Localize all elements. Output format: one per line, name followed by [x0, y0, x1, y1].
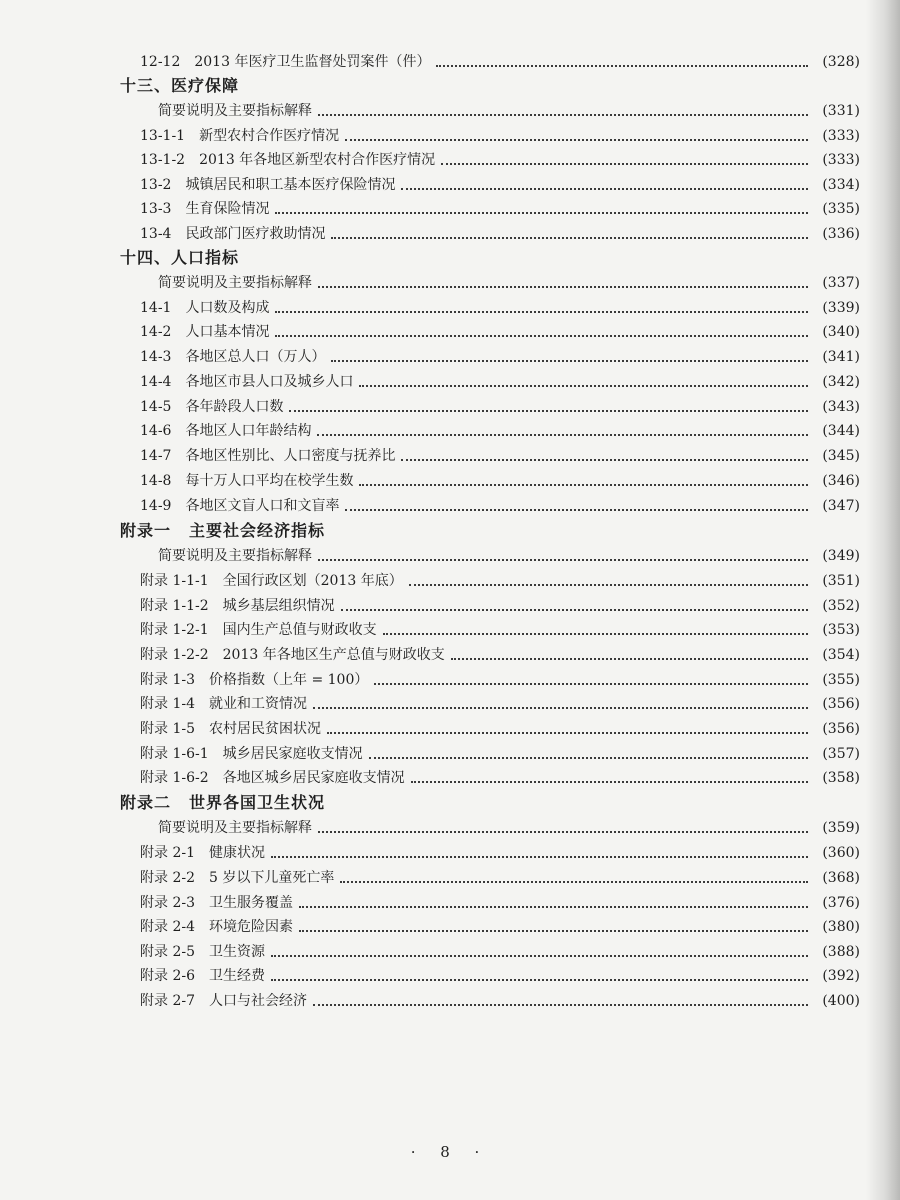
toc-entry[interactable]	[140, 940, 860, 964]
entry-page: (356)	[822, 721, 860, 737]
entry-number: 附录 2-2	[140, 870, 195, 886]
entry-number: 14-8	[140, 473, 172, 489]
page-edge-shadow	[866, 0, 900, 1200]
entry-title: 各地区文盲人口和文盲率	[185, 498, 340, 514]
entry-title: 生育保险情况	[185, 201, 270, 217]
entry-number: 13-2	[140, 177, 172, 193]
dot-leader	[409, 584, 808, 586]
entry-title: 简要说明及主要指标解释	[158, 548, 312, 564]
entry-page: (340)	[822, 324, 860, 340]
entry-title: 卫生服务覆盖	[209, 895, 293, 911]
entry-title: 简要说明及主要指标解释	[158, 103, 312, 119]
toc-entry[interactable]	[140, 345, 860, 369]
toc-entry[interactable]	[140, 891, 860, 915]
entry-number: 附录 1-6-2	[140, 770, 209, 786]
entry-number: 附录 1-4	[140, 696, 195, 712]
entry-title: 健康状况	[209, 845, 265, 861]
toc-entry[interactable]	[158, 544, 860, 568]
entry-title: 2013 年医疗卫生监督处罚案件（件）	[194, 54, 431, 70]
entry-number: 14-9	[140, 498, 172, 514]
toc-entry[interactable]	[140, 148, 860, 172]
dot-leader	[340, 881, 808, 883]
entry-number: 附录 2-6	[140, 968, 195, 984]
entry-title: 城乡基层组织情况	[222, 598, 335, 614]
entry-page: (333)	[822, 152, 860, 168]
entry-number: 14-4	[140, 374, 172, 390]
dot-leader	[271, 979, 808, 981]
entry-number: 附录 1-2-1	[140, 622, 209, 638]
dot-leader	[401, 459, 808, 461]
entry-page: (328)	[822, 54, 860, 70]
dot-leader	[271, 856, 808, 858]
entry-number: 14-1	[140, 300, 172, 316]
dot-leader	[401, 188, 808, 190]
dot-leader	[327, 732, 808, 734]
entry-page: (334)	[822, 177, 860, 193]
entry-page: (357)	[822, 746, 860, 762]
entry-title: 人口与社会经济	[209, 993, 307, 1009]
section-heading-number: 附录二	[120, 793, 172, 812]
toc-entry[interactable]	[140, 569, 860, 593]
toc-entry[interactable]	[140, 766, 860, 790]
entry-title: 环境危险因素	[209, 919, 293, 935]
entry-number: 附录 2-3	[140, 895, 195, 911]
entry-title: 各地区城乡居民家庭收支情况	[222, 770, 405, 786]
entry-page: (333)	[822, 128, 860, 144]
entry-page: (342)	[822, 374, 860, 390]
entry-page: (392)	[822, 968, 860, 984]
toc-entry[interactable]	[140, 643, 860, 667]
entry-title: 就业和工资情况	[209, 696, 307, 712]
entry-page: (336)	[822, 226, 860, 242]
entry-title: 新型农村合作医疗情况	[199, 128, 340, 144]
entry-page: (352)	[822, 598, 860, 614]
entry-page: (349)	[822, 548, 860, 564]
entry-page: (388)	[822, 944, 860, 960]
entry-page: (339)	[822, 300, 860, 316]
toc-entry[interactable]	[140, 395, 860, 419]
entry-page: (376)	[822, 895, 860, 911]
dot-leader	[299, 906, 808, 908]
entry-number: 12-12	[140, 54, 181, 70]
entry-page: (335)	[822, 201, 860, 217]
toc-entry[interactable]	[140, 370, 860, 394]
toc-entry[interactable]	[140, 296, 860, 320]
toc-entry[interactable]	[140, 444, 860, 468]
entry-page: (359)	[822, 820, 860, 836]
entry-number: 附录 2-7	[140, 993, 195, 1009]
entry-page: (337)	[822, 275, 860, 291]
section-heading	[120, 791, 325, 815]
section-heading-title: 十三、医疗保障	[120, 76, 240, 95]
toc-entry[interactable]	[140, 320, 860, 344]
section-heading-number: 附录一	[120, 521, 172, 540]
toc-entry[interactable]	[140, 717, 860, 741]
toc-entry[interactable]	[140, 594, 860, 618]
entry-page: (343)	[822, 399, 860, 415]
entry-number: 附录 1-2-2	[140, 647, 209, 663]
entry-page: (344)	[822, 423, 860, 439]
toc-entry[interactable]	[140, 469, 860, 493]
toc-entry[interactable]	[140, 742, 860, 766]
toc-entry[interactable]	[140, 197, 860, 221]
dot-leader	[331, 237, 808, 239]
entry-title: 全国行政区划（2013 年底）	[222, 573, 403, 589]
dot-leader	[313, 707, 808, 709]
dot-leader	[318, 559, 808, 561]
toc-entry[interactable]	[140, 222, 860, 246]
entry-number: 附录 1-1-1	[140, 573, 209, 589]
toc-entry[interactable]	[140, 915, 860, 939]
dot-leader	[313, 1004, 808, 1006]
entry-title: 城乡居民家庭收支情况	[222, 746, 363, 762]
entry-page: (358)	[822, 770, 860, 786]
dot-leader	[451, 658, 808, 660]
toc-entry[interactable]	[140, 668, 860, 692]
entry-title: 卫生经费	[209, 968, 265, 984]
entry-number: 14-5	[140, 399, 172, 415]
entry-page: (356)	[822, 696, 860, 712]
entry-title: 卫生资源	[209, 944, 265, 960]
toc-entry[interactable]	[140, 494, 860, 518]
toc-entry[interactable]	[158, 99, 860, 123]
dot-leader	[299, 930, 808, 932]
dot-leader	[271, 955, 808, 957]
entry-number: 附录 1-5	[140, 721, 195, 737]
dot-leader	[318, 831, 808, 833]
toc-entry[interactable]	[140, 692, 860, 716]
dot-leader	[369, 757, 808, 759]
dot-leader	[318, 114, 808, 116]
entry-page: (360)	[822, 845, 860, 861]
dot-leader	[275, 311, 808, 313]
dot-leader	[331, 360, 808, 362]
entry-title: 各地区性别比、人口密度与抚养比	[185, 448, 396, 464]
entry-number: 附录 2-5	[140, 944, 195, 960]
entry-number: 14-7	[140, 448, 172, 464]
entry-page: (380)	[822, 919, 860, 935]
dot-leader	[345, 509, 808, 511]
toc-entry[interactable]	[140, 124, 860, 148]
dot-leader	[436, 65, 808, 67]
dot-leader	[359, 385, 808, 387]
entry-number: 附录 1-1-2	[140, 598, 209, 614]
entry-title: 农村居民贫困状况	[209, 721, 321, 737]
section-heading-title: 主要社会经济指标	[189, 521, 326, 540]
toc-entry[interactable]	[140, 989, 860, 1013]
dot-leader	[275, 212, 808, 214]
entry-number: 13-3	[140, 201, 172, 217]
entry-page: (351)	[822, 573, 860, 589]
entry-page: (345)	[822, 448, 860, 464]
dot-leader	[383, 633, 808, 635]
dot-leader	[411, 781, 808, 783]
entry-title: 2013 年各地区生产总值与财政收支	[222, 647, 445, 663]
entry-page: (346)	[822, 473, 860, 489]
entry-number: 附录 2-4	[140, 919, 195, 935]
entry-title: 城镇居民和职工基本医疗保险情况	[185, 177, 396, 193]
entry-page: (400)	[822, 993, 860, 1009]
entry-title: 国内生产总值与财政收支	[222, 622, 377, 638]
entry-title: 价格指数（上年 = 100）	[209, 672, 369, 688]
entry-title: 简要说明及主要指标解释	[158, 275, 312, 291]
toc-entry[interactable]	[140, 964, 860, 988]
entry-title: 5 岁以下儿童死亡率	[209, 870, 335, 886]
dot-leader	[345, 139, 808, 141]
dot-leader	[275, 335, 808, 337]
section-heading	[120, 74, 239, 98]
entry-title: 2013 年各地区新型农村合作医疗情况	[199, 152, 436, 168]
entry-page: (347)	[822, 498, 860, 514]
entry-page: (341)	[822, 349, 860, 365]
entry-title: 人口基本情况	[185, 324, 270, 340]
entry-page: (331)	[822, 103, 860, 119]
section-heading-title: 十四、人口指标	[120, 248, 240, 267]
dot-leader	[317, 434, 808, 436]
page-number: · 8 ·	[410, 1143, 490, 1161]
entry-title: 各地区人口年龄结构	[185, 423, 312, 439]
entry-number: 13-1-1	[140, 128, 186, 144]
toc-entry[interactable]	[140, 841, 860, 865]
entry-number: 13-4	[140, 226, 172, 242]
entry-title: 人口数及构成	[185, 300, 270, 316]
entry-title: 民政部门医疗救助情况	[185, 226, 326, 242]
dot-leader	[289, 410, 808, 412]
entry-title: 各地区市县人口及城乡人口	[185, 374, 354, 390]
entry-number: 14-3	[140, 349, 172, 365]
section-heading	[120, 246, 239, 270]
entry-number: 13-1-2	[140, 152, 186, 168]
entry-title: 各地区总人口（万人）	[185, 349, 326, 365]
toc-entry[interactable]	[140, 866, 860, 890]
toc-entry[interactable]	[158, 816, 860, 840]
entry-page: (355)	[822, 672, 860, 688]
entry-title: 每十万人口平均在校学生数	[185, 473, 354, 489]
toc-entry[interactable]	[140, 173, 860, 197]
toc-entry[interactable]	[140, 50, 860, 74]
toc-entry[interactable]	[158, 271, 860, 295]
entry-number: 附录 1-3	[140, 672, 195, 688]
entry-page: (368)	[822, 870, 860, 886]
entry-number: 附录 2-1	[140, 845, 195, 861]
entry-page: (354)	[822, 647, 860, 663]
section-heading	[120, 519, 325, 543]
entry-number: 14-2	[140, 324, 172, 340]
dot-leader	[341, 609, 808, 611]
dot-leader	[374, 683, 808, 685]
toc-entry[interactable]	[140, 419, 860, 443]
entry-number: 14-6	[140, 423, 172, 439]
dot-leader	[318, 286, 808, 288]
section-heading-title: 世界各国卫生状况	[189, 793, 326, 812]
toc-entry[interactable]	[140, 618, 860, 642]
dot-leader	[359, 484, 808, 486]
entry-title: 各年龄段人口数	[185, 399, 284, 415]
entry-title: 简要说明及主要指标解释	[158, 820, 312, 836]
dot-leader	[441, 163, 808, 165]
entry-number: 附录 1-6-1	[140, 746, 209, 762]
entry-page: (353)	[822, 622, 860, 638]
